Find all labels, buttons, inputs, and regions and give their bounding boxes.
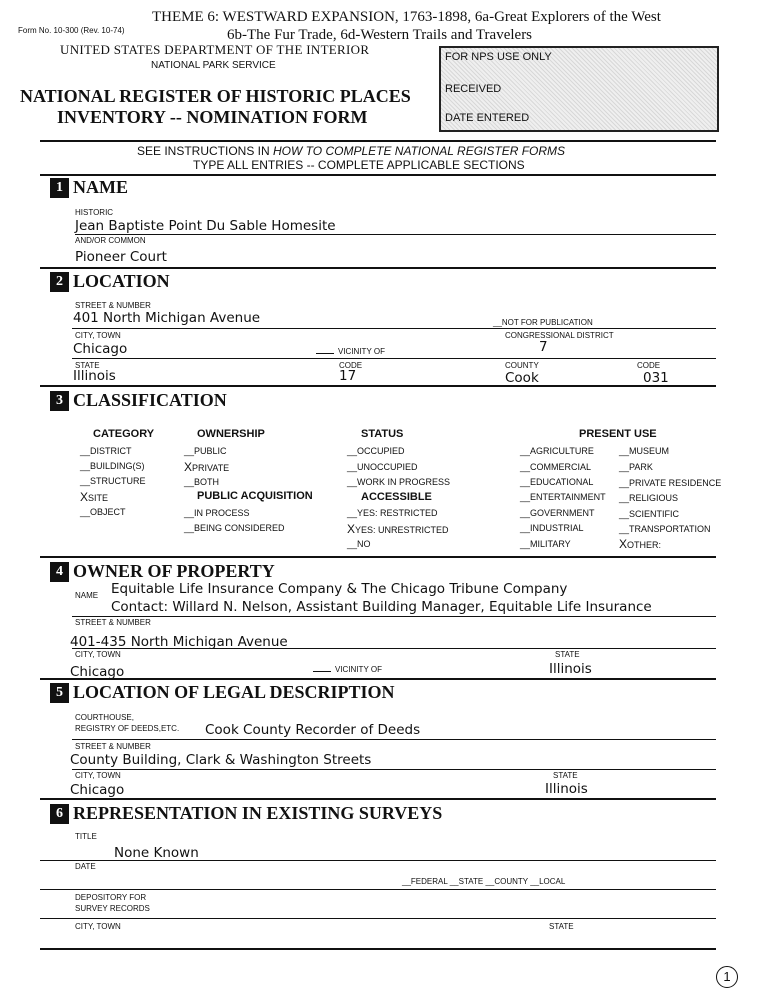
courthouse-field[interactable]: Cook County Recorder of Deeds [205, 722, 421, 738]
unrestricted-text: YES: UNRESTRICTED [355, 525, 449, 535]
instructions-line-1 [137, 144, 565, 158]
common-name-field[interactable]: Pioneer Court [75, 249, 167, 265]
use-other[interactable] [619, 537, 661, 551]
depository-label-2: SURVEY RECORDS [75, 904, 150, 913]
category-site[interactable] [80, 490, 108, 504]
status-heading: STATUS [361, 428, 404, 440]
section-1-number: 1 [50, 178, 69, 198]
ownership-heading: OWNERSHIP [197, 428, 265, 440]
use-industrial[interactable]: __INDUSTRIAL [520, 523, 584, 533]
nps-box-heading: FOR NPS USE ONLY [445, 51, 552, 63]
use-museum[interactable]: __MUSEUM [619, 446, 670, 456]
owner-city-field[interactable]: Chicago [70, 664, 125, 680]
state-field[interactable]: Illinois [73, 368, 116, 384]
instructions-rule [40, 174, 716, 176]
section-5-title: LOCATION OF LEGAL DESCRIPTION [73, 682, 395, 702]
section-5-number: 5 [50, 683, 69, 703]
category-object[interactable]: __OBJECT [80, 507, 126, 517]
public-acquisition-heading: PUBLIC ACQUISITION [197, 490, 313, 502]
owner-street-label: STREET & NUMBER [75, 618, 151, 627]
survey-title-underline [40, 860, 716, 861]
legal-street-field[interactable]: County Building, Clark & Washington Streets [70, 752, 372, 768]
present-use-heading: PRESENT USE [579, 428, 657, 440]
use-transportation[interactable]: __TRANSPORTATION [619, 524, 711, 534]
courthouse-underline [72, 739, 716, 740]
street-field[interactable]: 401 North Michigan Avenue [73, 310, 261, 326]
historic-label: HISTORIC [75, 208, 114, 217]
street-label: STREET & NUMBER [75, 301, 151, 310]
section-2-rule [40, 385, 716, 387]
instructions-prefix: SEE INSTRUCTIONS IN [137, 144, 274, 158]
unrestricted-mark: X [347, 522, 356, 536]
form-number: Form No. 10-300 (Rev. 10-74) [18, 26, 125, 35]
use-park[interactable]: __PARK [619, 462, 653, 472]
code-label: CODE [339, 361, 363, 370]
acquisition-in-process[interactable]: __IN PROCESS [184, 508, 250, 518]
theme-line-2: 6b-The Fur Trade, 6d-Western Trails and Travelers [227, 27, 533, 43]
category-district[interactable]: __DISTRICT [80, 446, 132, 456]
vicinity-text: VICINITY OF [338, 347, 385, 356]
use-private-residence[interactable]: __PRIVATE RESIDENCE [619, 478, 722, 488]
county-field[interactable]: Cook [505, 370, 539, 386]
section-2-title: LOCATION [73, 271, 170, 291]
county-code-field[interactable]: 031 [643, 370, 669, 386]
instructions-reference: HOW TO COMPLETE NATIONAL REGISTER FORMS [273, 144, 566, 158]
common-label: AND/OR COMMON [75, 236, 146, 245]
owner-state-field[interactable]: Illinois [549, 661, 592, 677]
legal-state-label: STATE [553, 771, 578, 780]
ownership-public[interactable]: __PUBLIC [184, 446, 227, 456]
owner-city-label: CITY, TOWN [75, 650, 121, 659]
theme-line-1: THEME 6: WESTWARD EXPANSION, 1763-1898, 6a-Great Explorers of the West [152, 9, 661, 25]
depository-label-1: DEPOSITORY FOR [75, 893, 147, 902]
survey-title-label: TITLE [75, 832, 97, 841]
category-buildings[interactable]: __BUILDING(S) [80, 461, 145, 471]
accessible-no[interactable]: __NO [347, 539, 371, 549]
use-commercial[interactable]: __COMMERCIAL [520, 462, 592, 472]
section-2-number: 2 [50, 272, 69, 292]
accessible-heading: ACCESSIBLE [361, 491, 432, 503]
owner-vicinity [313, 665, 382, 674]
form-title-1: NATIONAL REGISTER OF HISTORIC PLACES [20, 86, 411, 106]
county-label: COUNTY [505, 361, 539, 370]
state-label: STATE [75, 361, 100, 370]
accessible-unrestricted[interactable] [347, 522, 449, 536]
survey-date-underline [40, 889, 716, 890]
other-text: OTHER: [627, 540, 662, 550]
legal-street-label: STREET & NUMBER [75, 742, 151, 751]
owner-state-label: STATE [555, 650, 580, 659]
legal-state-field[interactable]: Illinois [545, 781, 588, 797]
use-entertainment[interactable]: __ENTERTAINMENT [520, 492, 606, 502]
city-underline [72, 358, 716, 359]
section-6-number: 6 [50, 804, 69, 824]
not-for-publication[interactable]: __NOT FOR PUBLICATION [493, 318, 593, 327]
use-educational[interactable]: __EDUCATIONAL [520, 477, 594, 487]
service-name: NATIONAL PARK SERVICE [151, 60, 276, 71]
owner-name-field[interactable]: Equitable Life Insurance Company & The Chicago Tribune Company [111, 581, 568, 597]
form-title-2: INVENTORY -- NOMINATION FORM [57, 107, 368, 127]
state-code-field[interactable]: 17 [339, 368, 357, 384]
county-code-label: CODE [637, 361, 661, 370]
survey-state-label: STATE [549, 922, 574, 931]
department-name: UNITED STATES DEPARTMENT OF THE INTERIOR [60, 42, 370, 57]
use-scientific[interactable]: __SCIENTIFIC [619, 509, 680, 519]
category-heading: CATEGORY [93, 428, 155, 440]
owner-name-label: NAME [75, 591, 99, 600]
owner-street-field[interactable]: 401-435 North Michigan Avenue [70, 634, 288, 650]
legal-city-field[interactable]: Chicago [70, 782, 125, 798]
accessible-restricted[interactable]: __YES: RESTRICTED [347, 508, 438, 518]
header-rule [40, 140, 716, 142]
legal-city-label: CITY, TOWN [75, 771, 121, 780]
section-1-title: NAME [73, 177, 128, 197]
section-4-number: 4 [50, 562, 69, 582]
use-military[interactable]: __MILITARY [520, 539, 571, 549]
historic-underline [75, 234, 716, 235]
courthouse-label-1: COURTHOUSE, [75, 713, 134, 722]
section-4-title: OWNER OF PROPERTY [73, 561, 275, 581]
page-number: 1 [716, 966, 738, 988]
owner-underline [72, 616, 716, 617]
use-religious[interactable]: __RELIGIOUS [619, 493, 679, 503]
nps-box-date-entered: DATE ENTERED [445, 112, 530, 124]
section-3-rule [40, 556, 716, 558]
status-occupied[interactable]: __OCCUPIED [347, 446, 405, 456]
street-underline [72, 328, 716, 329]
survey-title-field[interactable]: None Known [114, 845, 199, 861]
section-6-title: REPRESENTATION IN EXISTING SURVEYS [73, 803, 443, 823]
site-text: SITE [88, 493, 109, 503]
instructions-line-2: TYPE ALL ENTRIES -- COMPLETE APPLICABLE SECTIONS [193, 158, 525, 172]
owner-vicinity-text: VICINITY OF [335, 665, 382, 674]
survey-date-label: DATE [75, 862, 96, 871]
ownership-both[interactable]: __BOTH [184, 477, 220, 487]
status-work-in-progress[interactable]: __WORK IN PROGRESS [347, 477, 451, 487]
other-mark: X [619, 537, 628, 551]
nps-use-only-box [439, 46, 719, 132]
courthouse-label-2: REGISTRY OF DEEDS,ETC. [75, 724, 180, 733]
acquisition-being-considered[interactable]: __BEING CONSIDERED [184, 523, 285, 533]
section-6-rule [40, 948, 716, 950]
district-label: CONGRESSIONAL DISTRICT [505, 331, 614, 340]
private-mark: X [184, 460, 193, 474]
site-mark: X [80, 490, 89, 504]
use-government[interactable]: __GOVERNMENT [520, 508, 595, 518]
survey-levels[interactable]: __FEDERAL __STATE __COUNTY __LOCAL [402, 877, 566, 886]
section-3-title: CLASSIFICATION [73, 390, 227, 410]
district-field[interactable]: 7 [539, 339, 548, 355]
category-structure[interactable]: __STRUCTURE [80, 476, 146, 486]
section-1-rule [40, 267, 716, 269]
depository-underline [40, 918, 716, 919]
private-text: PRIVATE [192, 463, 230, 473]
historic-name-field[interactable]: Jean Baptiste Point Du Sable Homesite [75, 218, 336, 234]
owner-street-underline [72, 648, 716, 649]
ownership-private[interactable] [184, 460, 229, 474]
vicinity-label [316, 347, 385, 356]
section-4-rule [40, 678, 716, 680]
legal-street-underline [72, 769, 716, 770]
section-5-rule [40, 798, 716, 800]
city-field[interactable]: Chicago [73, 341, 128, 357]
owner-contact-field[interactable]: Contact: Willard N. Nelson, Assistant Building Manager, Equitable Life Insurance [111, 599, 652, 615]
nps-box-received: RECEIVED [445, 83, 502, 95]
section-3-number: 3 [50, 391, 69, 411]
status-unoccupied[interactable]: __UNOCCUPIED [347, 462, 418, 472]
survey-city-label: CITY, TOWN [75, 922, 121, 931]
use-agriculture[interactable]: __AGRICULTURE [520, 446, 594, 456]
city-label: CITY, TOWN [75, 331, 121, 340]
